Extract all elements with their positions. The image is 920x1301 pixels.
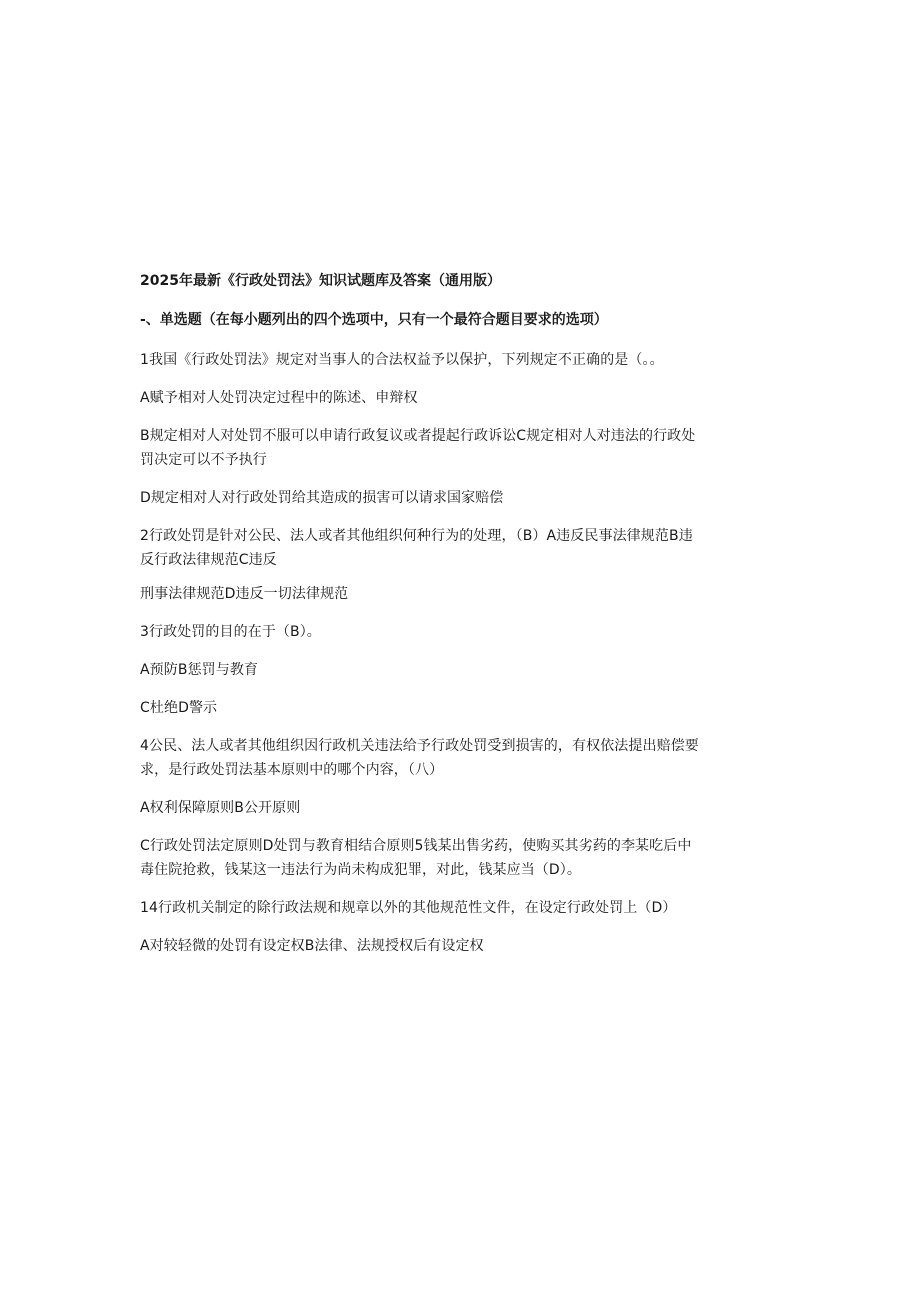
- question-4-5-options-stem: C行政处罚法定原则D处罚与教育相结合原则5钱某出售劣药，使购买其劣药的李某吃后中毒住院抢救，钱某这一违法行为尚未构成犯罪，对此，钱某应当（D）。: [140, 838, 692, 878]
- question-1-options-b-c: B规定相对人对处罚不服可以申请行政复议或者提起行政诉讼C规定相对人对违法的行政处罚决定可以不予执行: [140, 428, 696, 468]
- question-2-stem: 2行政处罚是针对公民、法人或者其他组织何种行为的处理，（B）A违反民事法律规范B违反行政法律规范C违反: [140, 528, 693, 568]
- document-page: [140, 270, 700, 972]
- question-3-options-a-b: A预防B惩罚与教育: [140, 662, 259, 678]
- question-1-option-d: D规定相对人对行政处罚给其造成的损害可以请求国家赔偿: [140, 490, 504, 506]
- question-1-stem: 1我国《行政处罚法》规定对当事人的合法权益予以保护，下列规定不正确的是（。。: [140, 352, 664, 368]
- document-title: 2025年最新《行政处罚法》知识试题库及答案（通用版）: [140, 273, 501, 289]
- question-4-stem: 4公民、法人或者其他组织因行政机关违法给予行政处罚受到损害的，有权依法提出赔偿要求，是行政处罚法基本原则中的哪个内容，（八）: [140, 738, 699, 778]
- question-1-option-a: A赋予相对人处罚决定过程中的陈述、申辩权: [140, 390, 418, 406]
- question-4-options-a-b: A权利保障原则B公开原则: [140, 800, 301, 816]
- question-14-stem: 14行政机关制定的除行政法规和规章以外的其他规范性文件，在设定行政处罚上（D）: [140, 900, 677, 916]
- question-14-options-a-b: A对较轻微的处罚有设定权B法律、法规授权后有设定权: [140, 938, 484, 954]
- question-3-stem: 3行政处罚的目的在于（B）。: [140, 624, 321, 640]
- question-3-options-c-d: C杜绝D警示: [140, 700, 218, 716]
- section-heading: -、单选题（在每小题列出的四个选项中，只有一个最符合题目要求的选项）: [140, 312, 608, 328]
- question-2-options-cont: 刑事法律规范D违反一切法律规范: [140, 586, 349, 602]
